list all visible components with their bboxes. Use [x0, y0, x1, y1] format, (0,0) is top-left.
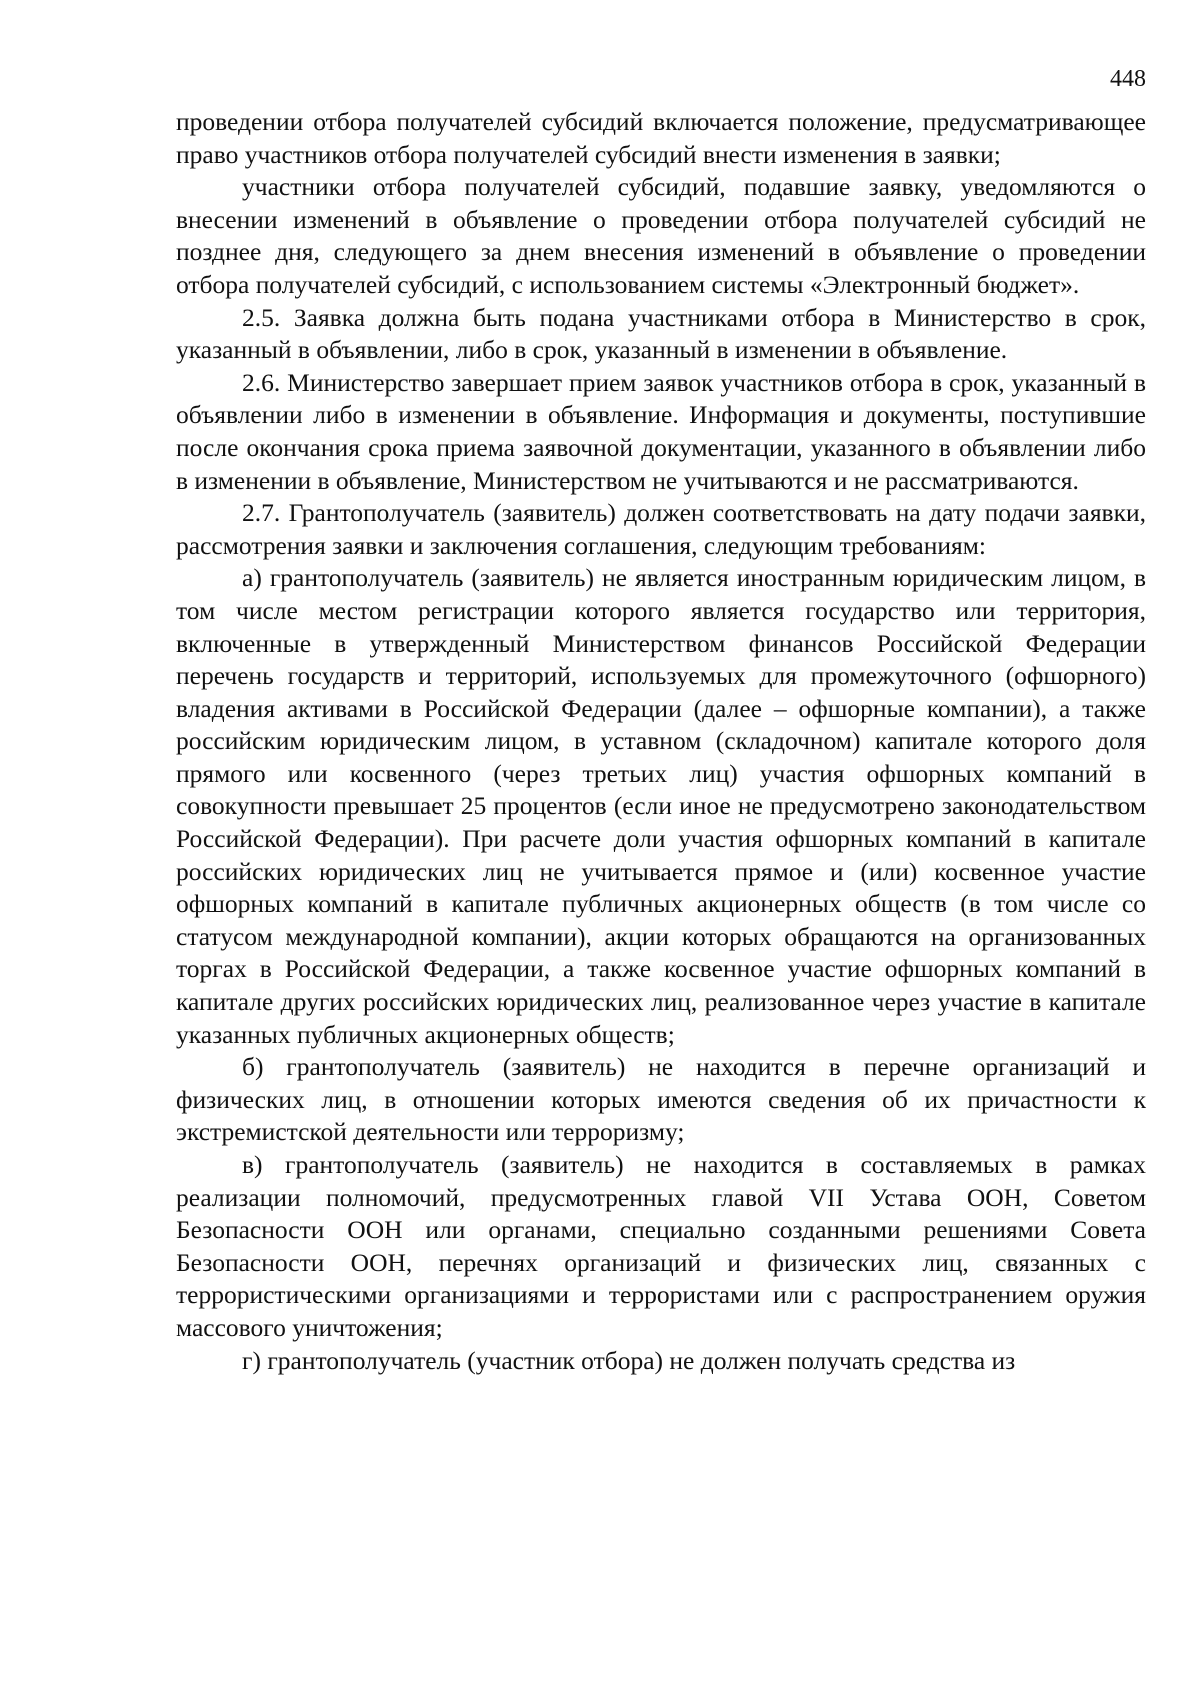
page-number: 448 — [1110, 66, 1146, 92]
paragraph-notification: участники отбора получателей субсидий, подавшие заявку, уведомляются о внесении изменений в объявление о проведении отбора получателей субсидий не позднее дня, следующего за днем внесения изменений в объявление о проведении отбора получателей субсидий, с использованием системы «Электронный бюджет». — [176, 172, 1146, 299]
paragraph-item-b: б) грантополучатель (заявитель) не находится в перечне организаций и физических лиц, в отношении которых имеются сведения об их причастности к экстремистской деятельности или терроризму; — [176, 1052, 1146, 1147]
paragraph-item-v: в) грантополучатель (заявитель) не находится в составляемых в рамках реализации полномочий, предусмотренных главой VII Устава ООН, Советом Безопасности ООН или органами, специально созданными решениями Совета Безопасности ООН, перечнях организаций и физических лиц, связанных с террористическими организациями и террористами или с распространением оружия массового уничтожения; — [176, 1150, 1146, 1342]
paragraph-item-a: а) грантополучатель (заявитель) не является иностранным юридическим лицом, в том числе местом регистрации которого является государство или территория, включенные в утвержденный Министерством финансов Российской Федерации перечень государств и территорий, используемых для промежуточного (офшорного) владения активами в Российской Федерации (далее – офшорные компании), а также российским юридическим лицом, в уставном (складочном) капитале которого доля прямого или косвенного (через третьих лиц) участия офшорных компаний в совокупности превышает 25 процентов (если иное не предусмотрено законодательством Российской Федерации). При расчете доли участия офшорных компаний в капитале российских юридических лиц не учитывается прямое и (или) косвенное участие офшорных компаний в капитале публичных акционерных обществ (в том числе со статусом международной компании), акции которых обращаются на организованных торгах в Российской Федерации, а также косвенное участие офшорных компаний в капитале других российских юридических лиц, реализованное через участие в капитале указанных публичных акционерных обществ; — [176, 563, 1146, 1049]
paragraph-2-6: 2.6. Министерство завершает прием заявок участников отбора в срок, указанный в объявлении либо в изменении в объявление. Информация и документы, поступившие после окончания срока приема заявочной документации, указанного в объявлении либо в изменении в объявление, Министерством не учитываются и не рассматриваются. — [176, 367, 1146, 495]
paragraph-2-5: 2.5. Заявка должна быть подана участниками отбора в Министерство в срок, указанный в объявлении, либо в срок, указанный в изменении в объявление. — [176, 302, 1146, 365]
paragraph-item-g: г) грантополучатель (участник отбора) не должен получать средства из — [242, 1345, 1016, 1375]
document-body — [176, 106, 1146, 1377]
paragraph-continuation: проведении отбора получателей субсидий включается положение, предусматривающее право участников отбора получателей субсидий внести изменения в заявки; — [176, 107, 1146, 169]
paragraph-2-7: 2.7. Грантополучатель (заявитель) должен соответствовать на дату подачи заявки, рассмотрения заявки и заключения соглашения, следующим требованиям: — [176, 498, 1146, 560]
